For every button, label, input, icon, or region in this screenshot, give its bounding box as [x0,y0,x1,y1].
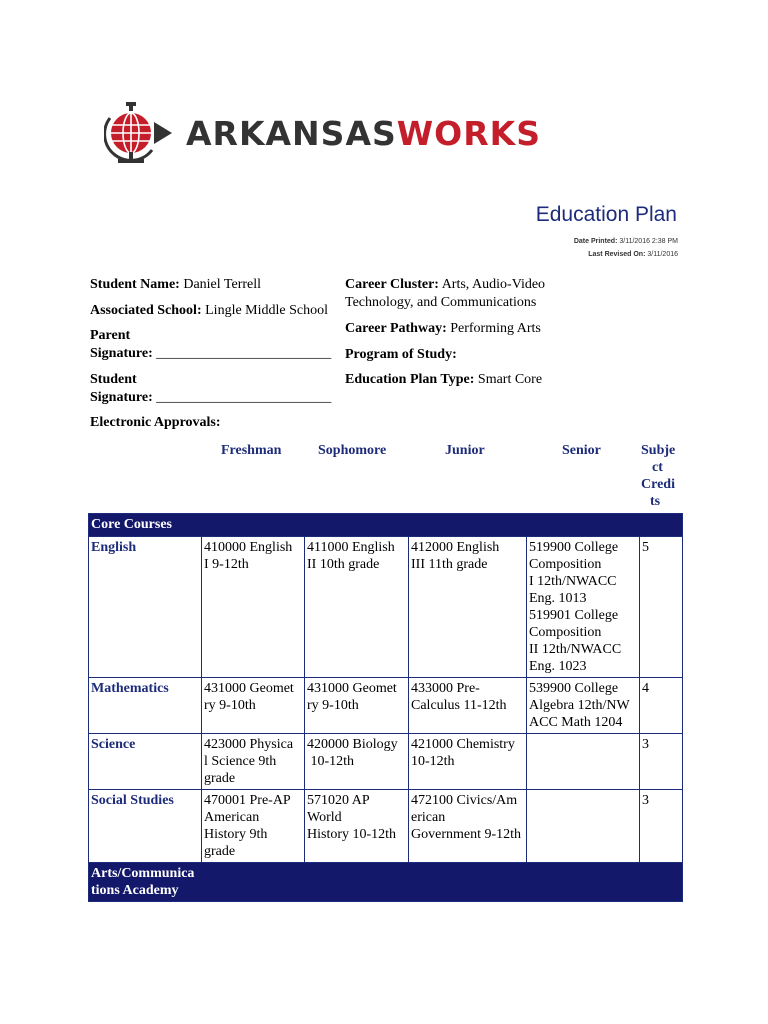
section-header-core: Core Courses [89,514,683,537]
parent-signature-line: _________________________ [156,346,332,361]
credits-cell: 3 [640,790,683,863]
section-header-arts-line: tions Academy [91,883,179,898]
junior-cell-line: 472100 Civics/Am [411,793,518,808]
junior-cell-line: 433000 Pre- [411,681,480,696]
sophomore-cell [305,734,409,790]
senior-cell-line: II 12th/NWACC [529,642,622,657]
junior-cell-line: 412000 English [411,540,500,555]
parent-signature-label: Parent [90,328,131,343]
freshman-cell-line: 470001 Pre-AP [204,793,291,808]
freshman-cell-line: l Science 9th [204,754,277,769]
senior-cell-line: 519901 College [529,608,619,623]
table-row [89,734,683,790]
table-row [89,537,683,678]
plan-type-value: Smart Core [477,372,543,387]
credits-cell: 5 [640,537,683,678]
sophomore-cell-line: 571020 AP [307,793,370,808]
date-printed [574,238,678,245]
plan-type-field [345,371,542,389]
junior-cell-line: erican [411,810,446,825]
sophomore-cell [305,537,409,678]
column-header-senior: Senior [562,443,601,458]
program-of-study-label: Program of Study: [345,347,457,362]
senior-cell-line: I 12th/NWACC [529,574,617,589]
page-title: Education Plan [535,203,677,226]
credits-cell: 4 [640,678,683,734]
sophomore-cell-line: 431000 Geomet [307,681,397,696]
student-name-field [90,276,261,294]
senior-cell-line: Eng. 1023 [529,659,587,674]
sophomore-cell [305,790,409,863]
freshman-cell [202,537,305,678]
column-header-freshman: Freshman [221,443,282,458]
last-revised [588,251,678,258]
subject-cell: Mathematics [89,678,202,734]
school-label: Associated School: [90,303,202,318]
junior-cell-line: Calculus 11-12th [411,698,507,713]
parent-signature-field [90,327,331,363]
course-table [88,513,683,902]
last-revised-value: 3/11/2016 [647,251,678,258]
freshman-cell-line: grade [204,844,236,859]
freshman-cell-line: ry 9-10th [204,698,256,713]
senior-cell [527,537,640,678]
junior-cell [409,678,527,734]
column-header-sophomore: Sophomore [318,443,387,458]
career-cluster-value-2: Technology, and Communications [345,295,537,310]
column-header-junior: Junior [445,443,485,458]
junior-cell-line: III 11th grade [411,557,488,572]
career-cluster-value-1: Arts, Audio-Video [441,277,546,292]
sophomore-cell-line: ry 9-10th [307,698,359,713]
career-pathway-label: Career Pathway: [345,321,447,336]
last-revised-label: Last Revised On: [588,251,646,258]
logo-text-arkansas: ARKANSAS [186,114,397,153]
career-pathway-field [345,320,541,338]
section-row-core [89,514,683,537]
senior-cell-line: Composition [529,557,602,572]
student-signature-label: Student [90,372,137,387]
credits-cell: 3 [640,734,683,790]
credits-header-line: ct [652,460,663,475]
freshman-cell-line: 410000 English [204,540,293,555]
sophomore-cell-line: 411000 English [307,540,395,555]
senior-cell [527,678,640,734]
parent-signature-label2: Signature: [90,346,153,361]
section-row-arts [89,863,683,902]
freshman-cell [202,734,305,790]
credits-header-line: ts [650,494,661,509]
freshman-cell-line: 431000 Geomet [204,681,294,696]
logo-text-works: WORKS [396,114,541,153]
credits-header-line: Credi [641,477,675,492]
table-row [89,790,683,863]
plan-type-label: Education Plan Type: [345,372,475,387]
junior-cell [409,734,527,790]
senior-cell-line: Algebra 12th/NW [529,698,630,713]
senior-cell-line: 539900 College [529,681,619,696]
freshman-cell-line: American [204,810,260,825]
career-pathway-value: Performing Arts [450,321,541,336]
school-value: Lingle Middle School [205,303,329,318]
column-header-credits [641,442,681,510]
senior-cell-line: Eng. 1013 [529,591,587,606]
student-signature-line: _________________________ [156,390,332,405]
student-name-value: Daniel Terrell [183,277,262,292]
junior-cell [409,537,527,678]
career-cluster-field [345,276,545,312]
subject-cell: Science [89,734,202,790]
subject-cell: English [89,537,202,678]
subject-cell: Social Studies [89,790,202,863]
senior-cell [527,734,640,790]
electronic-approvals [90,414,221,432]
career-cluster-label: Career Cluster: [345,277,439,292]
date-printed-label: Date Printed: [573,238,618,245]
credits-header-line: Subje [641,443,676,458]
freshman-cell [202,790,305,863]
freshman-cell-line: I 9-12th [204,557,249,572]
section-header-arts [89,863,683,902]
junior-cell-line: 10-12th [411,754,455,769]
sophomore-cell [305,678,409,734]
sophomore-cell-line: II 10th grade [307,557,380,572]
freshman-cell-line: grade [204,771,236,786]
student-signature-field [90,371,331,407]
sophomore-cell-line: 420000 Biology [307,737,398,752]
senior-cell [527,790,640,863]
section-header-arts-line: Arts/Communica [91,866,195,881]
junior-cell [409,790,527,863]
senior-cell-line: ACC Math 1204 [529,715,623,730]
freshman-cell [202,678,305,734]
table-row [89,678,683,734]
globe-icon [104,100,184,166]
junior-cell-line: 421000 Chemistry [411,737,515,752]
logo-wordmark [186,116,541,152]
senior-cell-line: 519900 College [529,540,619,555]
date-printed-value: 3/11/2016 2:38 PM [619,238,678,245]
electronic-approvals-label: Electronic Approvals: [90,415,221,430]
senior-cell-line: Composition [529,625,602,640]
freshman-cell-line: 423000 Physica [204,737,294,752]
student-name-label: Student Name: [90,277,180,292]
freshman-cell-line: History 9th [204,827,268,842]
program-of-study-field [345,346,457,364]
school-field [90,302,328,320]
sophomore-cell-line: 10-12th [307,754,355,769]
junior-cell-line: Government 9-12th [411,827,522,842]
arkansasworks-logo [104,100,541,166]
sophomore-cell-line: World [307,810,342,825]
student-signature-label2: Signature: [90,390,153,405]
sophomore-cell-line: History 10-12th [307,827,397,842]
